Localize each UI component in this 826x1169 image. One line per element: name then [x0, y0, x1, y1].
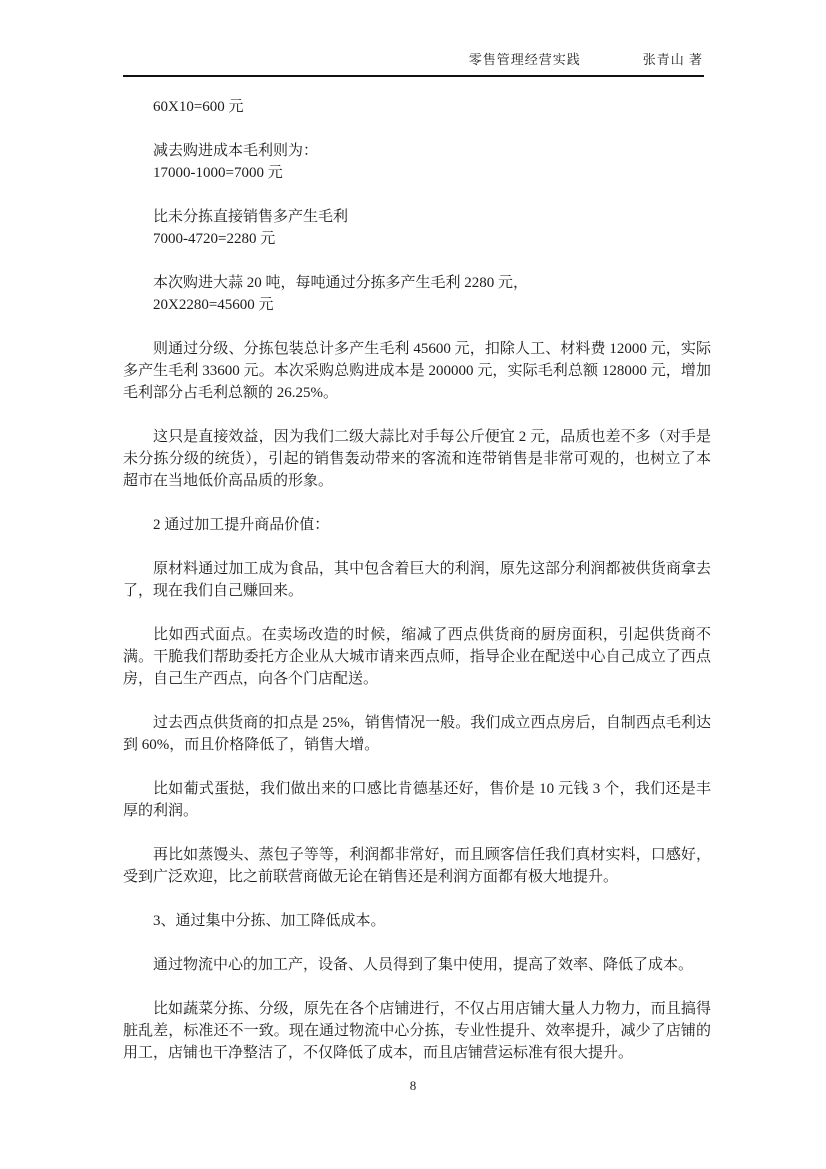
paragraph: 比如西式面点。在卖场改造的时候，缩减了西点供货商的厨房面积，引起供货商不满。干脆我们帮助委托方企业从大城市请来西点师，指导企业在配送中心自己成立了西点房，自己生产西点，向各个门店配送。	[123, 627, 711, 687]
section-heading: 2 通过加工提升商品价值：	[153, 517, 330, 533]
paragraph: 过去西点供货商的扣点是 25%，销售情况一般。我们成立西点房后，自制西点毛利达到 60%，而且价格降低了，销售大增。	[123, 715, 711, 753]
book-title: 零售管理经营实践	[468, 52, 581, 67]
paragraph: 则通过分级、分拣包装总计多产生毛利 45600 元，扣除人工、材料费 12000 元，实际多产生毛利 33600 元。本次采购总购进成本是 200000 元，实际毛利总额 128000 元，增加毛利部分占毛利总额的 26.25%。	[123, 341, 711, 401]
paragraph: 原材料通过加工成为食品，其中包含着巨大的利润，原先这部分利润都被供货商拿去了，现在我们自己赚回来。	[123, 561, 711, 599]
paragraph: 比如葡式蛋挞，我们做出来的口感比肯德基还好，售价是 10 元钱 3 个，我们还是丰厚的利润。	[123, 781, 711, 819]
document-body	[123, 96, 711, 1064]
text-line: 减去购进成本毛利则为：	[153, 143, 319, 159]
text-line: 比未分拣直接销售多产生毛利	[153, 209, 349, 225]
author-name: 张青山 著	[642, 52, 703, 67]
page-footer	[0, 1078, 826, 1094]
paragraph: 比如蔬菜分拣、分级，原先在各个店铺进行，不仅占用店铺大量人力物力，而且搞得脏乱差，标准还不一致。现在通过物流中心分拣，专业性提升、效率提升，减少了店铺的用工，店铺也干净整洁了，不仅降低了成本，而且店铺营运标准有很大提升。	[123, 1001, 711, 1061]
paragraph: 再比如蒸馒头、蒸包子等等，利润都非常好，而且顾客信任我们真材实料，口感好，受到广泛欢迎，比之前联营商做无论在销售还是利润方面都有极大地提升。	[123, 847, 711, 885]
calc-line: 7000-4720=2280 元	[153, 231, 276, 247]
page-header	[123, 49, 703, 68]
text-line: 本次购进大蒜 20 吨，每吨通过分拣多产生毛利 2280 元，	[153, 275, 529, 291]
page-number: 8	[409, 1078, 417, 1093]
paragraph: 这只是直接效益，因为我们二级大蒜比对手每公斤便宜 2 元，品质也差不多（对手是未分拣分级的统货），引起的销售轰动带来的客流和连带销售是非常可观的，也树立了本超市在当地低价高品质的形象。	[123, 429, 711, 489]
paragraph: 通过物流中心的加工产，设备、人员得到了集中使用，提高了效率、降低了成本。	[153, 957, 694, 973]
section-heading: 3、通过集中分拣、加工降低成本。	[153, 913, 386, 929]
calc-line: 17000-1000=7000 元	[153, 165, 283, 181]
calc-line: 60X10=600 元	[153, 99, 244, 115]
header-divider	[123, 75, 704, 77]
calc-line: 20X2280=45600 元	[153, 297, 274, 313]
